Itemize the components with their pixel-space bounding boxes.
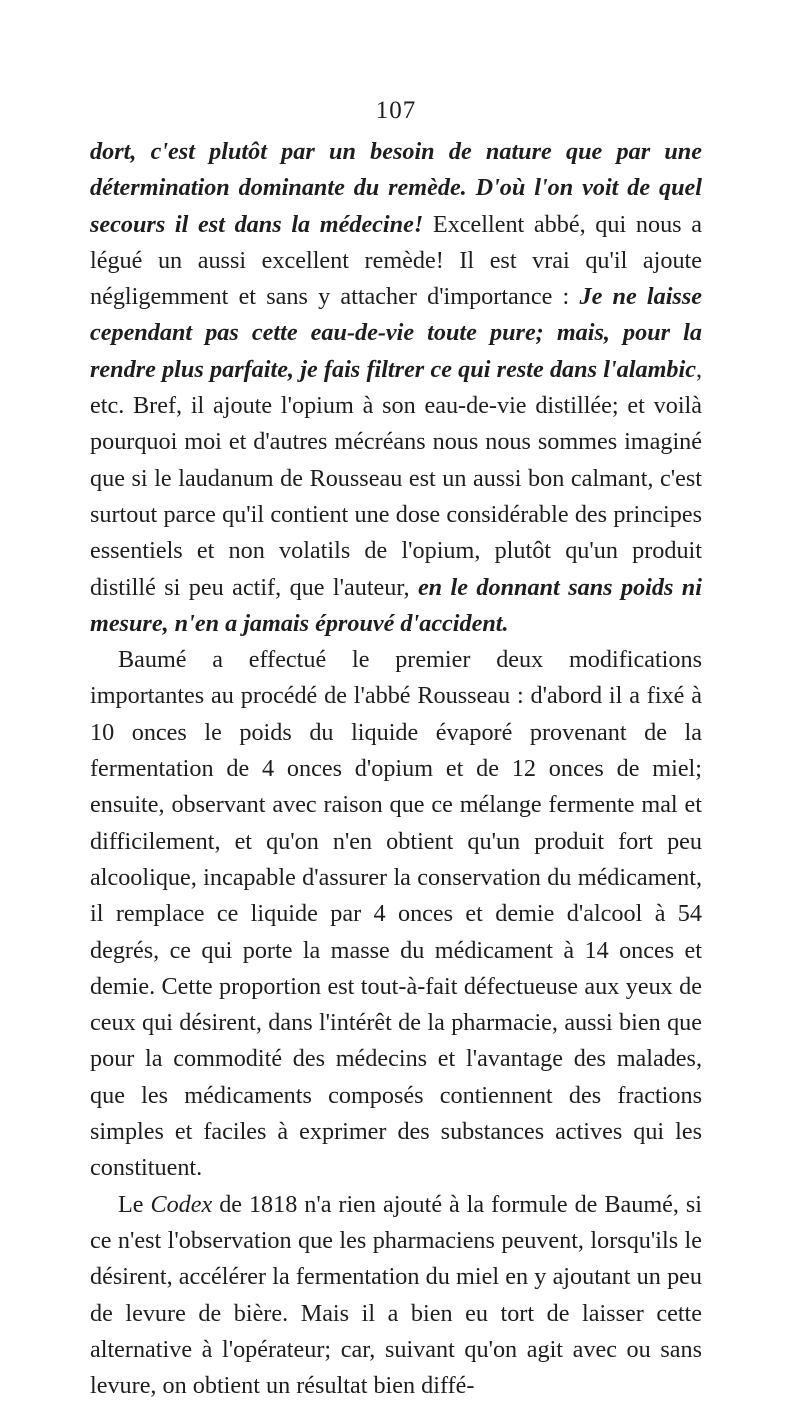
paragraph-1-italic-citation: Je ne laisse cependant pas cette eau-de-vie toute pure; mais, pour la rendre plus parfaite, je fais filtrer ce qui reste dans l'alambic (90, 283, 702, 383)
paragraph-1 (90, 134, 702, 642)
paragraph-1-text-a: Excellent abbé, qui nous a légué un aussi excellent remède! Il est vrai qu'il ajoute négligemment et sans y attacher d'importance : (90, 210, 702, 311)
paragraph-1-italic-quote: dort, c'est plutôt par un besoin de nature que par une détermination dominante du remède. D'où l'on voit de quel secours il est dans la médecine! (90, 138, 702, 238)
paragraph-3-text: de 1818 n'a rien ajouté à la formule de Baumé, si ce n'est l'observation que les pharmaciens peuvent, lorsqu'ils le désirent, accélérer la fermentation du miel en y ajoutant un peu de levure de bière. Mais il a bien eu tort de laisser cette alternative à l'opérateur; car, suivant qu'on agit avec ou sans levure, on obtient un résultat bien diffé- (90, 1190, 702, 1400)
codex-title: Codex (150, 1190, 213, 1218)
book-page (90, 96, 702, 1404)
paragraph-2: Baumé a effectué le premier deux modifications importantes au procédé de l'abbé Rousseau : d'abord il a fixé à 10 onces le poids du liquide évaporé provenant de la fermentation de 4 onces d'opium et de 12 onces de miel; ensuite, observant avec raison que ce mélange fermente mal et difficilement, et qu'on n'en obtient qu'un produit fort peu alcoolique, incapable d'assurer la conservation du médicament, il remplace ce liquide par 4 onces et demie d'alcool à 54 degrés, ce qui porte la masse du médicament à 14 onces et demie. Cette proportion est tout-à-fait défectueuse aux yeux de ceux qui désirent, dans l'intérêt de la pharmacie, aussi bien que pour la commodité des médecins et l'avantage des malades, que les médicaments composés contiennent des fractions simples et faciles à exprimer des substances actives qui les constituent. (90, 646, 702, 1182)
paragraph-1-italic-ending: en le donnant sans poids ni mesure, n'en a jamais éprouvé d'accident. (90, 573, 702, 637)
paragraph-3-lead: Le (118, 1190, 151, 1218)
paragraph-3 (90, 1187, 702, 1404)
page-number: 107 (375, 97, 417, 124)
paragraph-1-text-b: , etc. Bref, il ajoute l'opium à son eau-de-vie distillée; et voilà pourquoi moi et d'autres mécréans nous nous sommes imaginé que si le laudanum de Rousseau est un aussi bon calmant, c'est surtout parce qu'il contient une dose considérable des principes essentiels et non volatils de l'opium, plutôt qu'un produit distillé si peu actif, que l'auteur, (90, 355, 702, 601)
